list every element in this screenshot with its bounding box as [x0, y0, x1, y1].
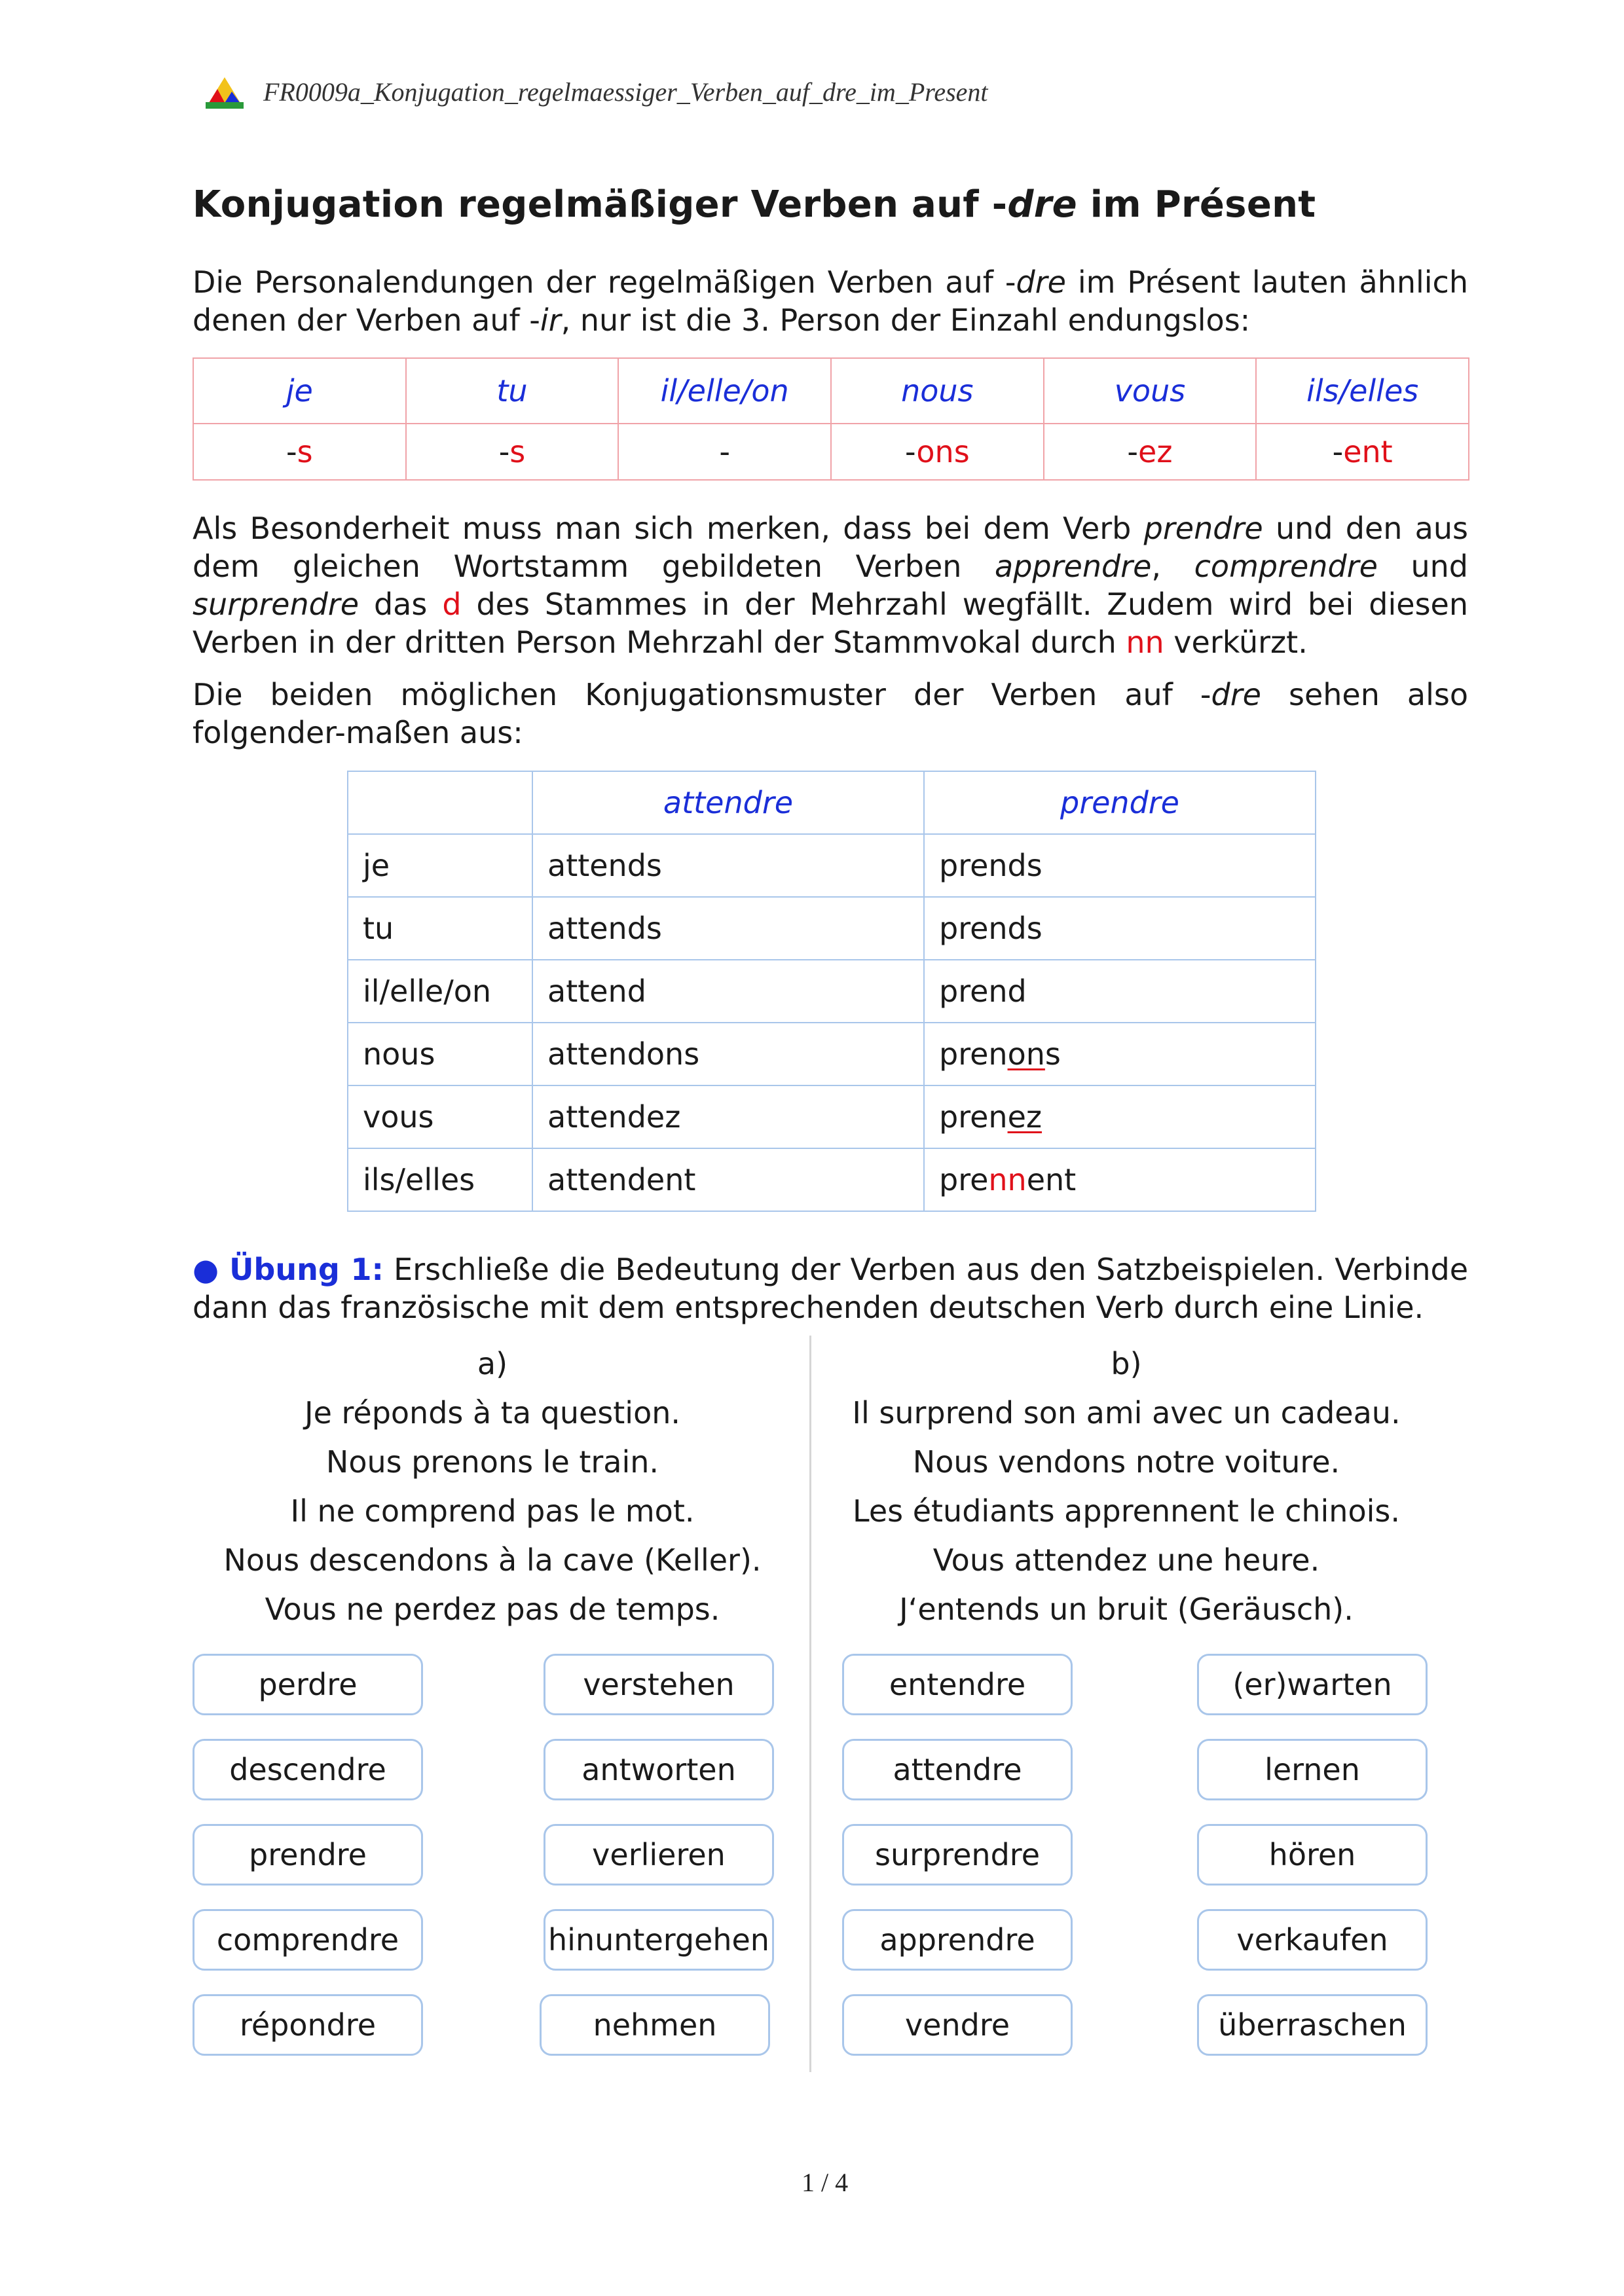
ending-cell: -ent	[1256, 424, 1469, 480]
attendre-form-cell: attends	[532, 897, 924, 960]
ending-cell: -	[618, 424, 831, 480]
pronoun-cell: vous	[348, 1085, 532, 1148]
attendre-form-cell: attendez	[532, 1085, 924, 1148]
ending-cell: -ons	[831, 424, 1044, 480]
document-header	[204, 73, 988, 110]
column-a-label: a)	[477, 1346, 508, 1381]
file-name: FR0009a_Konjugation_regelmaessiger_Verben_auf_dre_im_Present	[263, 77, 988, 107]
column-divider	[809, 1336, 811, 2072]
pronoun-cell: tu	[406, 358, 619, 424]
verb-box-french[interactable]: attendre	[842, 1739, 1073, 1800]
verb-box-french[interactable]: apprendre	[842, 1909, 1073, 1971]
verb-box-french[interactable]: descendre	[193, 1739, 423, 1800]
verb-box-french[interactable]: vendre	[842, 1994, 1073, 2056]
pronoun-cell: ils/elles	[1256, 358, 1469, 424]
header-cell-empty	[348, 771, 532, 834]
verb-box-french[interactable]: répondre	[193, 1994, 423, 2056]
example-sentence: Il ne comprend pas le mot.	[290, 1493, 695, 1529]
verb-box-german[interactable]: hinuntergehen	[544, 1909, 774, 1971]
example-sentence: Vous attendez une heure.	[932, 1542, 1320, 1578]
verb-box-french[interactable]: perdre	[193, 1654, 423, 1715]
endings-header-row	[193, 358, 1469, 424]
column-a-sentences	[193, 1339, 792, 1634]
prendre-form-cell: prends	[924, 834, 1316, 897]
column-b-label: b)	[1111, 1346, 1142, 1381]
table-row	[348, 960, 1316, 1023]
verb-box-german[interactable]: verstehen	[544, 1654, 774, 1715]
prendre-form-cell: prend	[924, 960, 1316, 1023]
table-row	[348, 834, 1316, 897]
table-row	[348, 897, 1316, 960]
bullet-icon: ●	[193, 1252, 219, 1287]
header-cell-prendre: prendre	[924, 771, 1316, 834]
prendre-form-cell: prennent	[924, 1148, 1316, 1211]
ending-cell: -s	[406, 424, 619, 480]
attendre-form-cell: attendent	[532, 1148, 924, 1211]
prendre-form-cell: prenez	[924, 1085, 1316, 1148]
verb-box-german[interactable]: hören	[1197, 1824, 1428, 1886]
attendre-form-cell: attend	[532, 960, 924, 1023]
example-sentence: J‘entends un bruit (Geräusch).	[899, 1592, 1354, 1627]
conjugation-header-row	[348, 771, 1316, 834]
example-sentence: Je réponds à ta question.	[304, 1395, 680, 1430]
pronoun-cell: je	[348, 834, 532, 897]
example-sentence: Il surprend son ami avec un cadeau.	[852, 1395, 1401, 1430]
conjugation-table	[347, 771, 1316, 1212]
pronoun-cell: ils/elles	[348, 1148, 532, 1211]
example-sentence: Nous vendons notre voiture.	[912, 1444, 1340, 1480]
table-row	[348, 1148, 1316, 1211]
verb-box-german[interactable]: (er)warten	[1197, 1654, 1428, 1715]
pronoun-cell: nous	[831, 358, 1044, 424]
header-cell-attendre: attendre	[532, 771, 924, 834]
intro-paragraph: Die Personalendungen der regelmäßigen Verben auf -dre im Présent lauten ähnlich denen der Verben auf -ir, nur ist die 3. Person der Einzahl endungslos:	[193, 264, 1468, 338]
prendre-form-cell: prends	[924, 897, 1316, 960]
verb-box-german[interactable]: lernen	[1197, 1739, 1428, 1800]
verb-box-german[interactable]: nehmen	[540, 1994, 770, 2056]
endings-row	[193, 424, 1469, 480]
publisher-logo-icon	[204, 73, 245, 110]
example-sentence: Les étudiants apprennent le chinois.	[853, 1493, 1400, 1529]
verb-box-german[interactable]: verlieren	[544, 1824, 774, 1886]
ending-cell: -s	[193, 424, 406, 480]
pronoun-cell: nous	[348, 1023, 532, 1085]
pronoun-cell: vous	[1044, 358, 1257, 424]
example-sentence: Nous prenons le train.	[325, 1444, 659, 1480]
ending-cell: -ez	[1044, 424, 1257, 480]
prendre-form-cell: prenons	[924, 1023, 1316, 1085]
pronoun-cell: il/elle/on	[618, 358, 831, 424]
endings-table	[193, 357, 1469, 481]
verb-box-german[interactable]: antworten	[544, 1739, 774, 1800]
table-row	[348, 1023, 1316, 1085]
example-sentence: Vous ne perdez pas de temps.	[265, 1592, 720, 1627]
example-sentence: Nous descendons à la cave (Keller).	[223, 1542, 762, 1578]
page-title: Konjugation regelmäßiger Verben auf -dre im Présent	[193, 183, 1316, 226]
verb-box-french[interactable]: prendre	[193, 1824, 423, 1886]
verb-box-french[interactable]: comprendre	[193, 1909, 423, 1971]
verb-box-french[interactable]: surprendre	[842, 1824, 1073, 1886]
pronoun-cell: il/elle/on	[348, 960, 532, 1023]
pronoun-cell: je	[193, 358, 406, 424]
attendre-form-cell: attendons	[532, 1023, 924, 1085]
page-number: 1 / 4	[802, 2168, 849, 2197]
attendre-form-cell: attends	[532, 834, 924, 897]
verb-box-french[interactable]: entendre	[842, 1654, 1073, 1715]
patterns-intro-paragraph: Die beiden möglichen Konjugationsmuster der Verben auf -dre sehen also folgender-maßen aus:	[193, 677, 1469, 750]
exercise-instruction: ● Übung 1: Erschließe die Bedeutung der Verben aus den Satzbeispielen. Verbinde dann das französische mit dem entsprechenden deutschen Verb durch eine Linie.	[193, 1252, 1469, 1325]
verb-box-german[interactable]: verkaufen	[1197, 1909, 1428, 1971]
column-b-sentences	[826, 1339, 1426, 1634]
special-note-paragraph: Als Besonderheit muss man sich merken, dass bei dem Verb prendre und den aus dem gleichen Wortstamm gebildeten Verben apprendre, comprendre und surprendre das d des Stammes in der Mehrzahl wegfällt. Zudem wird bei diesen Verben in der dritten Person Mehrzahl der Stammvokal durch nn verkürzt.	[193, 511, 1468, 660]
table-row	[348, 1085, 1316, 1148]
pronoun-cell: tu	[348, 897, 532, 960]
verb-box-german[interactable]: überraschen	[1197, 1994, 1428, 2056]
